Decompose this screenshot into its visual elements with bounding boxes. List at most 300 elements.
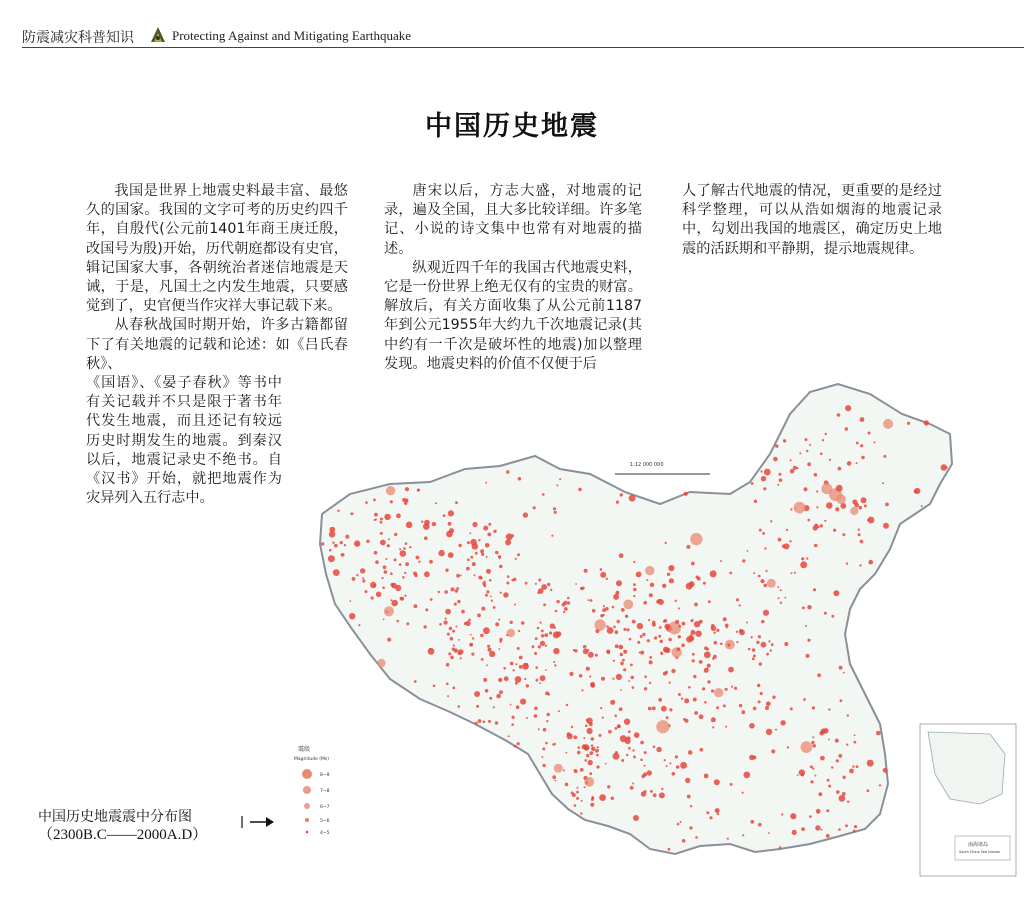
- epicenter-dot: [847, 461, 852, 466]
- epicenter-dot: [704, 651, 711, 658]
- epicenter-dot: [649, 656, 652, 659]
- epicenter-dot: [736, 641, 738, 643]
- epicenter-dot: [472, 522, 477, 527]
- epicenter-dot: [816, 490, 818, 492]
- epicenter-dot: [380, 540, 386, 546]
- epicenter-dot: [485, 482, 487, 484]
- epicenter-dot: [553, 661, 555, 663]
- epicenter-dot: [444, 590, 448, 594]
- epicenter-dot: [519, 656, 523, 660]
- epicenter-dot: [523, 512, 528, 517]
- epicenter-dot: [589, 675, 591, 677]
- epicenter-dot: [716, 629, 719, 632]
- epicenter-dot: [607, 785, 610, 788]
- epicenter-dot: [579, 674, 583, 678]
- epicenter-dot: [828, 708, 830, 710]
- epicenter-dot: [526, 717, 528, 719]
- epicenter-dot: [583, 649, 589, 655]
- epicenter-dot: [590, 599, 593, 602]
- epicenter-dot: [488, 648, 492, 652]
- epicenter-dot: [515, 676, 522, 683]
- epicenter-dot: [446, 663, 450, 667]
- epicenter-dot: [384, 606, 394, 616]
- epicenter-dot: [526, 684, 529, 687]
- epicenter-dot: [720, 560, 722, 562]
- epicenter-dot: [575, 583, 577, 585]
- epicenter-dot: [793, 466, 797, 470]
- epicenter-dot: [481, 658, 484, 661]
- epicenter-dot: [385, 558, 387, 560]
- epicenter-dot: [677, 823, 680, 826]
- epicenter-dot: [831, 766, 833, 768]
- epicenter-dot: [628, 747, 631, 750]
- inset-label-en: South China Sea Islands: [959, 850, 1000, 854]
- epicenter-dot: [540, 675, 546, 681]
- epicenter-dot: [854, 825, 857, 828]
- epicenter-dot: [653, 793, 657, 797]
- epicenter-dot: [619, 553, 624, 558]
- epicenter-dot: [688, 686, 691, 689]
- epicenter-dot: [539, 682, 541, 684]
- epicenter-dot: [826, 502, 833, 509]
- epicenter-dot: [661, 706, 667, 712]
- epicenter-dot: [790, 469, 795, 474]
- epicenter-dot: [554, 764, 563, 773]
- epicenter-dot: [809, 444, 811, 446]
- paragraph: 我国是世界上地震史料最丰富、最悠久的国家。我国的文字可考的历史约四千年，自殷代(公元前1401年商王庚迁殷，改国号为殷)开始，历代朝庭都设有史官，辑记国家大事，各朝统治者迷信地震是天诫，于是，凡国土之内发生地震，只要感觉到了，史官便当作灾祥大事记载下来。: [86, 183, 348, 315]
- earthquake-logo-icon: [148, 24, 168, 44]
- epicenter-dot: [376, 592, 382, 598]
- epicenter-dot: [416, 556, 420, 560]
- epicenter-dot: [645, 566, 654, 575]
- epicenter-dot: [669, 682, 671, 684]
- epicenter-dot: [778, 538, 782, 542]
- epicenter-dot: [448, 652, 451, 655]
- caption-title: 中国历史地震震中分布图: [38, 809, 192, 825]
- epicenter-dot: [860, 540, 864, 544]
- epicenter-dot: [483, 678, 487, 682]
- epicenter-dot: [786, 529, 788, 531]
- epicenter-dot: [711, 689, 714, 692]
- epicenter-dot: [685, 719, 689, 723]
- epicenter-dot: [558, 710, 560, 712]
- epicenter-dot: [770, 520, 772, 522]
- epicenter-dot: [660, 640, 663, 643]
- epicenter-dot: [430, 598, 433, 601]
- epicenter-dot: [404, 572, 406, 574]
- epicenter-dot: [706, 811, 709, 814]
- epicenter-dot: [697, 577, 701, 581]
- epicenter-dot: [542, 493, 545, 496]
- epicenter-dot: [644, 751, 647, 754]
- epicenter-dot: [810, 780, 813, 783]
- epicenter-dot: [814, 473, 818, 477]
- epicenter-dot: [805, 438, 808, 441]
- epicenter-dot: [565, 783, 569, 787]
- epicenter-dot: [470, 643, 473, 646]
- epicenter-dot: [424, 571, 430, 577]
- epicenter-dot: [771, 643, 774, 646]
- epicenter-dot: [566, 704, 568, 706]
- epicenter-dot: [720, 643, 723, 646]
- epicenter-dot: [571, 791, 574, 794]
- epicenter-dot: [425, 608, 428, 611]
- epicenter-dot: [801, 774, 804, 777]
- epicenter-dot: [907, 422, 910, 425]
- epicenter-dot: [505, 539, 511, 545]
- epicenter-dot: [547, 713, 550, 716]
- epicenter-dot: [409, 546, 411, 548]
- epicenter-dot: [424, 520, 430, 526]
- epicenter-dot: [432, 522, 436, 526]
- epicenter-dot: [599, 734, 602, 737]
- epicenter-dot: [532, 645, 535, 648]
- epicenter-dot: [756, 641, 759, 644]
- legend-label: 4~5: [320, 831, 330, 836]
- epicenter-dot: [590, 803, 594, 807]
- epicenter-dot: [445, 609, 451, 615]
- epicenter-dot: [668, 622, 681, 635]
- epicenter-dot: [446, 683, 449, 686]
- epicenter-dot: [675, 600, 677, 602]
- epicenter-dot: [559, 478, 561, 480]
- epicenter-dot: [573, 735, 577, 739]
- epicenter-dot: [780, 602, 782, 604]
- epicenter-dot: [741, 710, 745, 714]
- epicenter-dot: [644, 687, 647, 690]
- epicenter-dot: [537, 592, 540, 595]
- epicenter-dot: [730, 783, 733, 786]
- epicenter-dot: [626, 754, 628, 756]
- epicenter-dot: [860, 417, 865, 422]
- epicenter-dot: [846, 563, 848, 565]
- epicenter-dot: [399, 548, 401, 550]
- epicenter-dot: [649, 682, 651, 684]
- epicenter-dot: [581, 689, 583, 691]
- epicenter-dot: [580, 768, 584, 772]
- epicenter-dot: [656, 720, 669, 733]
- epicenter-dot: [576, 797, 579, 800]
- epicenter-dot: [329, 531, 335, 537]
- epicenter-dot: [478, 539, 480, 541]
- earthquake-epicenter-map: [290, 374, 1024, 902]
- epicenter-dot: [555, 610, 558, 613]
- epicenter-dot: [703, 582, 706, 585]
- epicenter-dot: [321, 542, 324, 545]
- epicenter-dot: [383, 619, 385, 621]
- epicenter-dot: [700, 748, 704, 752]
- epicenter-dot: [615, 751, 618, 754]
- epicenter-dot: [693, 698, 697, 702]
- epicenter-dot: [836, 485, 843, 492]
- epicenter-dot: [402, 576, 405, 579]
- epicenter-dot: [790, 707, 793, 710]
- epicenter-dot: [731, 686, 733, 688]
- epicenter-dot: [794, 502, 806, 514]
- epicenter-dot: [664, 619, 667, 622]
- epicenter-dot: [836, 759, 839, 762]
- epicenter-dot: [781, 813, 783, 815]
- epicenter-dot: [759, 529, 762, 532]
- epicenter-dot: [828, 739, 830, 741]
- epicenter-dot: [800, 561, 807, 568]
- epicenter-dot: [553, 648, 559, 654]
- epicenter-dot: [356, 543, 358, 545]
- epicenter-dot: [620, 662, 624, 666]
- epicenter-dot: [675, 755, 678, 758]
- epicenter-dot: [498, 678, 502, 682]
- epicenter-dot: [707, 680, 710, 683]
- epicenter-dot: [820, 756, 825, 761]
- epicenter-dot: [396, 513, 401, 518]
- epicenter-dot: [717, 813, 719, 815]
- epicenter-dot: [847, 714, 849, 716]
- epicenter-dot: [606, 650, 610, 654]
- epicenter-dot: [571, 726, 573, 728]
- epicenter-dot: [519, 665, 523, 669]
- text-column-2: [384, 182, 642, 374]
- epicenter-dot: [449, 627, 452, 630]
- epicenter-dot: [606, 625, 609, 628]
- epicenter-dot: [388, 538, 390, 540]
- epicenter-dot: [591, 684, 595, 688]
- epicenter-dot: [445, 569, 448, 572]
- epicenter-dot: [821, 483, 832, 494]
- epicenter-dot: [377, 659, 385, 667]
- epicenter-dot: [344, 544, 346, 546]
- epicenter-dot: [867, 789, 870, 792]
- epicenter-dot: [499, 690, 503, 694]
- epicenter-dot: [751, 636, 753, 638]
- epicenter-dot: [380, 532, 383, 535]
- epicenter-dot: [386, 486, 395, 495]
- epicenter-dot: [820, 524, 823, 527]
- epicenter-dot: [447, 695, 449, 697]
- epicenter-dot: [644, 790, 647, 793]
- epicenter-dot: [620, 493, 623, 496]
- text-column-3: [682, 182, 942, 259]
- epicenter-dot: [503, 667, 506, 670]
- epicenter-dot: [542, 764, 545, 767]
- epicenter-dot: [766, 729, 772, 735]
- epicenter-dot: [704, 774, 709, 779]
- epicenter-dot: [710, 570, 717, 577]
- epicenter-dot: [541, 584, 547, 590]
- epicenter-dot: [869, 562, 871, 564]
- epicenter-dot: [551, 535, 553, 537]
- epicenter-dot: [446, 531, 453, 538]
- epicenter-dot: [796, 467, 798, 469]
- epicenter-dot: [772, 696, 775, 699]
- epicenter-dot: [850, 507, 858, 515]
- epicenter-dot: [630, 664, 633, 667]
- epicenter-dot: [640, 759, 643, 762]
- epicenter-dot: [853, 830, 856, 833]
- epicenter-dot: [794, 572, 796, 574]
- epicenter-dot: [514, 745, 517, 748]
- epicenter-dot: [945, 466, 948, 469]
- caption-date-range: （2300B.C——2000A.D）: [38, 827, 208, 843]
- epicenter-dot: [816, 506, 818, 508]
- epicenter-dot: [783, 439, 786, 442]
- epicenter-dot: [458, 652, 461, 655]
- epicenter-dot: [765, 570, 767, 572]
- epicenter-dot: [591, 737, 594, 740]
- epicenter-dot: [482, 582, 486, 586]
- epicenter-dot: [500, 592, 502, 594]
- epicenter-dot: [601, 677, 605, 681]
- epicenter-dot: [610, 700, 615, 705]
- epicenter-dot: [553, 507, 556, 510]
- epicenter-dot: [790, 508, 792, 510]
- epicenter-dot: [792, 830, 797, 835]
- epicenter-dot: [694, 621, 700, 627]
- epicenter-dot: [438, 591, 440, 593]
- epicenter-dot: [637, 641, 640, 644]
- epicenter-dot: [768, 832, 770, 834]
- epicenter-dot: [633, 561, 635, 563]
- epicenter-dot: [691, 562, 695, 566]
- epicenter-dot: [780, 720, 785, 725]
- epicenter-dot: [600, 572, 606, 578]
- epicenter-dot: [499, 648, 501, 650]
- epicenter-dot: [822, 439, 824, 441]
- epicenter-dot: [708, 600, 711, 603]
- epicenter-dot: [659, 626, 662, 629]
- epicenter-dot: [811, 741, 814, 744]
- epicenter-dot: [634, 732, 640, 738]
- epicenter-dot: [600, 707, 602, 709]
- epicenter-dot: [757, 684, 760, 687]
- epicenter-dot: [773, 457, 778, 462]
- epicenter-dot: [395, 585, 401, 591]
- epicenter-dot: [486, 556, 488, 558]
- epicenter-dot: [507, 575, 510, 578]
- epicenter-dot: [400, 597, 404, 601]
- epicenter-dot: [469, 532, 471, 534]
- epicenter-dot: [666, 765, 668, 767]
- epicenter-dot: [380, 521, 383, 524]
- epicenter-dot: [390, 572, 393, 575]
- epicenter-dot: [817, 673, 821, 677]
- epicenter-dot: [758, 700, 761, 703]
- epicenter-dot: [383, 565, 387, 569]
- epicenter-dot: [775, 729, 777, 731]
- epicenter-dot: [820, 453, 823, 456]
- epicenter-dot: [489, 579, 492, 582]
- epicenter-dot: [506, 582, 509, 585]
- epicenter-dot: [487, 645, 490, 648]
- epicenter-dot: [399, 563, 402, 566]
- epicenter-dot: [508, 735, 510, 737]
- epicenter-dot: [448, 552, 454, 558]
- epicenter-dot: [605, 763, 607, 765]
- legend-label: 7~8: [320, 789, 330, 794]
- epicenter-dot: [763, 487, 766, 490]
- epicenter-dot: [647, 770, 652, 775]
- epicenter-dot: [714, 632, 716, 634]
- epicenter-dot: [664, 624, 670, 630]
- epicenter-dot: [680, 762, 687, 769]
- epicenter-dot: [843, 672, 845, 674]
- epicenter-dot: [704, 701, 707, 704]
- epicenter-dot: [522, 663, 529, 670]
- epicenter-dot: [600, 614, 603, 617]
- epicenter-dot: [883, 455, 886, 458]
- epicenter-dot: [641, 774, 645, 778]
- epicenter-dot: [458, 544, 461, 547]
- epicenter-dot: [821, 829, 823, 831]
- epicenter-dot: [715, 808, 720, 813]
- legend-title-en: Magnitude (Ms): [294, 757, 330, 762]
- epicenter-dot: [632, 749, 634, 751]
- epicenter-dot: [495, 721, 498, 724]
- epicenter-dot: [640, 741, 644, 745]
- epicenter-dot: [736, 598, 739, 601]
- epicenter-dot: [625, 615, 628, 618]
- epicenter-dot: [650, 790, 653, 793]
- epicenter-dot: [517, 742, 520, 745]
- epicenter-dot: [460, 575, 462, 577]
- epicenter-dot: [608, 730, 612, 734]
- epicenter-dot: [849, 769, 854, 774]
- epicenter-dot: [816, 809, 821, 814]
- epicenter-dot: [659, 792, 665, 798]
- epicenter-dot: [914, 488, 920, 494]
- epicenter-dot: [838, 754, 842, 758]
- epicenter-dot: [402, 498, 406, 502]
- epicenter-dot: [596, 754, 599, 757]
- epicenter-dot: [727, 838, 729, 840]
- epicenter-dot: [691, 630, 696, 635]
- epicenter-dot: [629, 495, 636, 502]
- epicenter-dot: [382, 587, 385, 590]
- epicenter-dot: [801, 741, 813, 753]
- epicenter-dot: [859, 506, 863, 510]
- epicenter-dot: [686, 636, 693, 643]
- epicenter-dot: [770, 649, 772, 651]
- epicenter-dot: [758, 635, 761, 638]
- epicenter-dot: [337, 510, 339, 512]
- epicenter-dot: [790, 813, 796, 819]
- epicenter-dot: [812, 706, 815, 709]
- epicenter-dot: [478, 719, 482, 723]
- epicenter-dot: [633, 755, 635, 757]
- epicenter-dot: [780, 589, 782, 591]
- epicenter-dot: [806, 557, 808, 559]
- epicenter-dot: [648, 619, 650, 621]
- epicenter-dot: [816, 524, 818, 526]
- epicenter-dot: [836, 790, 840, 794]
- epicenter-dot: [784, 642, 788, 646]
- epicenter-dot: [535, 637, 538, 640]
- epicenter-dot: [630, 786, 634, 790]
- epicenter-dot: [753, 572, 755, 574]
- epicenter-dot: [433, 685, 436, 688]
- epicenter-dot: [859, 564, 861, 566]
- epicenter-dot: [517, 647, 520, 650]
- epicenter-dot: [642, 633, 645, 636]
- epicenter-dot: [623, 628, 626, 631]
- epicenter-dot: [475, 722, 478, 725]
- epicenter-dot: [791, 572, 793, 574]
- epicenter-dot: [390, 500, 393, 503]
- epicenter-dot: [584, 569, 588, 573]
- epicenter-dot: [539, 622, 541, 624]
- epicenter-dot: [467, 558, 470, 561]
- epicenter-dot: [374, 513, 378, 517]
- epicenter-dot: [621, 608, 625, 612]
